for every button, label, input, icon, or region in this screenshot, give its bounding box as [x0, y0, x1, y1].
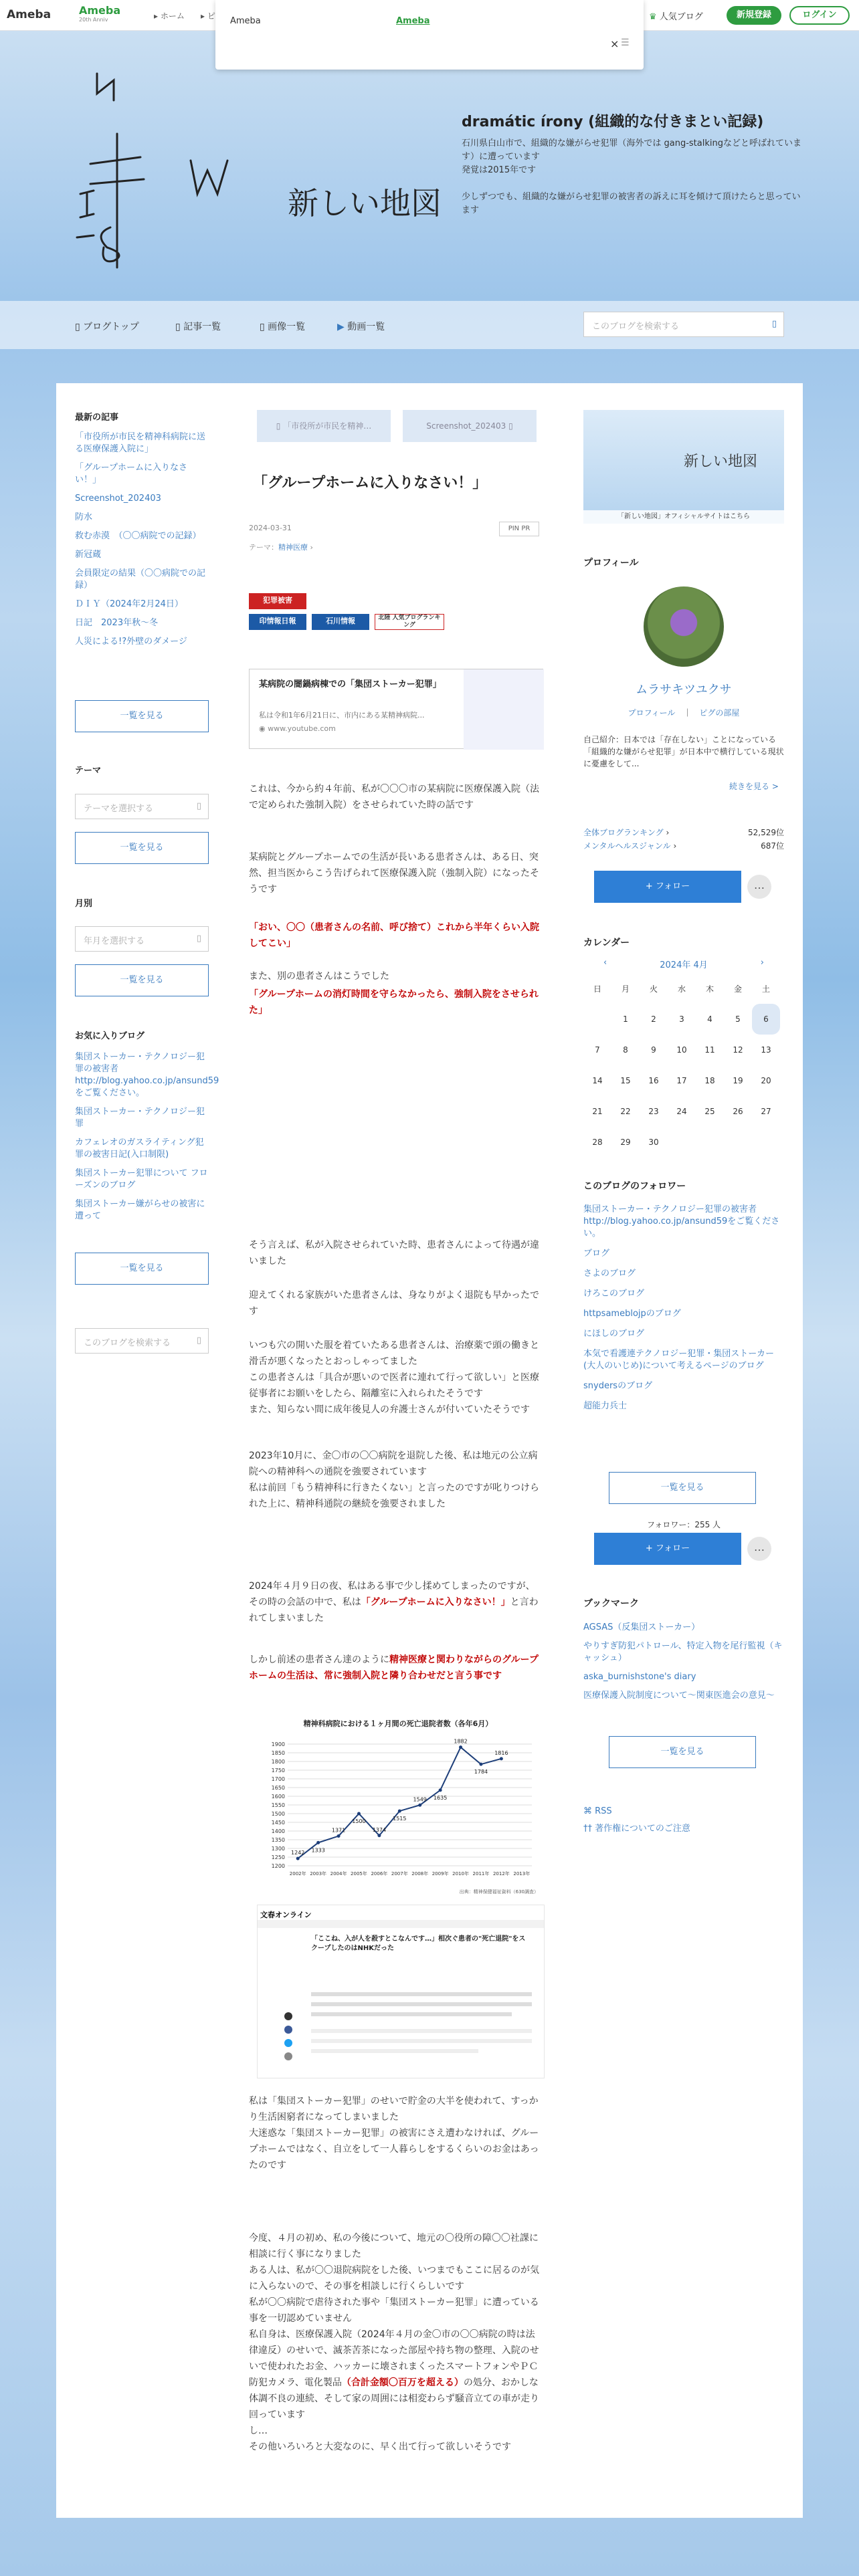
para-3: 「おい、〇〇（患者さんの名前、呼び捨て）これから半年くらい入院してこい」: [249, 922, 539, 949]
blog-title[interactable]: dramátic írony (組織的な付きまとい記録): [462, 114, 764, 130]
weekday-label: 月: [621, 984, 630, 994]
recent-article-link[interactable]: 会員限定の結果（〇〇病院での記録）: [75, 568, 206, 591]
copy-link-icon[interactable]: [284, 2052, 292, 2060]
calendar-title: カレンダー: [583, 938, 630, 948]
calendar-day[interactable]: 18: [704, 1076, 715, 1085]
ameba-20th-logo[interactable]: Ameba 20th Anniv: [79, 4, 121, 23]
profile-title: プロフィール: [583, 558, 639, 568]
y-tick-label: 1250: [271, 1854, 285, 1860]
y-tick-label: 1500: [271, 1811, 285, 1817]
favorite-blog-link[interactable]: 集団ストーカー・テクノロジー犯罪の被害者 http://blog.yahoo.co.jp/ansund59をご覧ください。: [75, 1052, 219, 1098]
search-icon[interactable]: ▯: [771, 319, 777, 329]
weekday-label: 金: [733, 984, 742, 994]
profile-name[interactable]: ムラサキツユクサ: [636, 683, 732, 697]
rankings: 全体ブログランキング › 52,529位 メンタルヘルスジャンル › 687位: [583, 826, 784, 855]
data-label: 1816: [494, 1749, 508, 1756]
calendar-day[interactable]: 5: [735, 1014, 741, 1024]
data-point: [439, 1788, 442, 1792]
para-5: 「グループホームの消灯時間を守らなかったら、強制入院をさせられた」: [249, 989, 539, 1016]
ranking-overall-value: 52,529位: [748, 828, 784, 837]
data-label: 1549: [413, 1796, 427, 1803]
calendar-day[interactable]: 22: [620, 1107, 631, 1116]
avatar[interactable]: [644, 586, 724, 667]
calendar-day[interactable]: 3: [679, 1014, 684, 1024]
follower-link[interactable]: さよのブログ: [583, 1269, 636, 1279]
nav-article-list[interactable]: ▯ 記事一覧: [175, 322, 221, 332]
youtube-description: 私は令和1年6月21日に、市内にある某精神病院...: [259, 711, 425, 720]
calendar-day[interactable]: 19: [733, 1076, 743, 1085]
recent-article-link[interactable]: 「市役所が市民を精神科病院に送る医療保護入院に」: [75, 432, 206, 454]
follower-link[interactable]: 本気で看護連テクノロジー犯罪・集団ストーカー(大人のいじめ)について考えるページのブログ: [583, 1349, 774, 1371]
followers-list-button[interactable]: 一覧を見る: [609, 1472, 756, 1504]
follow-button-2[interactable]: + フォロー: [594, 1533, 741, 1565]
data-label: 1500: [352, 1818, 366, 1824]
header-search-input[interactable]: このブログを検索する ▯: [583, 312, 784, 337]
y-tick-label: 1700: [271, 1776, 285, 1782]
data-point: [296, 1857, 300, 1860]
data-label: 1371: [331, 1827, 346, 1834]
para-8: いつも穴の開いた服を着ていたある患者さんは、治療薬で頭の働きと滑舌が悪くなったとおっしゃってました この患者さんは「具合が悪いので医者に連れて行って欲しい」と医療従事者にお願いをしたら、隔離室に入れられたそうです また、知らない間に成年後見人の弁護士さんが付いていたそうです: [249, 1340, 539, 1415]
data-point: [500, 1757, 503, 1760]
pin-pr-label: PIN PR: [499, 522, 539, 536]
data-point: [377, 1834, 381, 1837]
ad-popup: [215, 0, 644, 70]
y-tick-label: 1800: [271, 1759, 285, 1765]
y-tick-label: 1650: [271, 1785, 285, 1791]
calendar-day: [752, 1127, 780, 1158]
nav-image-list[interactable]: ▯ 画像一覧: [260, 322, 306, 332]
calendar-day: [583, 1004, 611, 1035]
weekday-label: 日: [593, 984, 601, 994]
calendar-day[interactable]: 26: [733, 1107, 743, 1116]
calendar-day[interactable]: 6: [752, 1004, 780, 1035]
data-label: 1333: [311, 1847, 325, 1854]
signup-button[interactable]: 新規登録: [727, 6, 781, 25]
para-1: これは、今から約４年前、私が〇〇〇市の某病院に医療保護入院（法で定められた強制入院）をさせられていた時の話です: [249, 784, 539, 811]
rss-icon: ⌘: [583, 1806, 592, 1816]
para-6: そう言えば、私が入院させられていた時、患者さんによって待遇が違いました: [249, 1240, 539, 1267]
youtube-embed-card[interactable]: [249, 669, 543, 749]
data-label: 1635: [433, 1794, 448, 1801]
calendar-day[interactable]: 15: [620, 1076, 631, 1085]
ameba-logo[interactable]: Ameba: [7, 8, 52, 21]
chevron-down-icon: ▯: [196, 801, 201, 811]
header-handwritten-logo: [67, 60, 442, 274]
article-theme: テーマ：精神医療 ›: [249, 543, 313, 552]
para-12: 私は「集団ストーカー犯罪」のせいで貯金の大半を使われて、すっかり生活困窮者になってしまいました 大迷惑な「集団ストーカー犯罪」の被害にさえ遭わなければ、グループホームではなく、自立をして一人暮らしをするくらいのお金はあったのです: [249, 2096, 539, 2171]
news-article-image[interactable]: [257, 1905, 545, 2078]
image-icon: ▯: [260, 322, 265, 332]
y-tick-label: 1550: [271, 1802, 285, 1808]
bookmark-link[interactable]: AGSAS（反集団ストーカー）: [583, 1622, 700, 1632]
recent-article-link[interactable]: 救む赤漠 （〇〇病院での記録）: [75, 531, 201, 541]
share-icons: [284, 2012, 294, 2072]
calendar-day[interactable]: 16: [648, 1076, 659, 1085]
y-tick-label: 1400: [271, 1828, 285, 1834]
calendar-day[interactable]: 23: [648, 1107, 659, 1116]
calendar-day[interactable]: 8: [623, 1045, 628, 1055]
follower-link[interactable]: にほしのブログ: [583, 1329, 645, 1339]
list-icon: ▯: [175, 322, 181, 332]
theme-select[interactable]: テーマを選択する ▯: [75, 794, 209, 819]
calendar-day[interactable]: 13: [761, 1045, 771, 1055]
para-13: 今度、４月の初め、私の今後について、地元の〇役所の障〇〇社課に相談に行く事になりました ある人は、私が〇〇退院病院をした後、いつまでもここに居るのが気に入らないので、その事を相談しに行くらしいです 私が〇〇病院で虐待された事や「集団ストーカー犯罪」に遭っている事を一切認めていません 私自身は、医療保護入院（2024年４月の金〇市の〇〇病院の時は法律違反）のせいで、滅茶苦茶になった部屋や持ち物の整理、入院のせいで使われたお金、ハッカーに壊されまくったスマートフォンやＰＣ防犯カメラ、電化製品（合計金額〇百万を超える）の処分、おかしな体調不良の連続、そして家の周囲には相変わらず騒音立ての車が走り回っています し… その他いろいろと大変なのに、早く出て行って欲しいそうです: [249, 2233, 539, 2452]
calendar-day[interactable]: 7: [595, 1045, 600, 1055]
calendar-day[interactable]: 14: [592, 1076, 603, 1085]
pigg-room-link[interactable]: ピグの部屋: [699, 708, 740, 718]
favorites-list: [75, 1051, 219, 1229]
calendar-day[interactable]: 1: [623, 1014, 628, 1024]
data-point: [398, 1810, 401, 1813]
calendar-day: [696, 1127, 724, 1158]
followers-list: [583, 1204, 784, 1420]
data-point: [316, 1841, 320, 1844]
chevron-left-icon[interactable]: ‹: [603, 958, 607, 968]
weekday-label: 土: [761, 984, 770, 994]
data-label: 1882: [454, 1738, 468, 1745]
y-tick-label: 1200: [271, 1863, 285, 1869]
calendar-day[interactable]: 2: [651, 1014, 656, 1024]
recent-list-button[interactable]: 一覧を見る: [75, 700, 209, 732]
calendar-day[interactable]: 12: [733, 1045, 743, 1055]
ranking-genre-value: 687位: [761, 841, 784, 851]
x-tick-label: 2005年: [351, 1871, 367, 1876]
calendar-day[interactable]: 9: [651, 1045, 656, 1055]
bookmark-link[interactable]: やりすぎ防犯パトロール、特定入物を尾行監視（キャッシュ）: [583, 1641, 783, 1663]
chevron-right-icon: ▯: [508, 421, 513, 431]
more-icon[interactable]: …: [747, 875, 771, 899]
theme-title: テーマ: [75, 766, 102, 776]
x-tick-label: 2013年: [513, 1871, 531, 1876]
y-tick-label: 1450: [271, 1820, 285, 1826]
calendar-day[interactable]: 11: [704, 1045, 715, 1055]
next-article-link[interactable]: Screenshot_202403 ▯: [403, 410, 537, 442]
death-discharge-chart: [254, 1715, 542, 1896]
readmore-link[interactable]: 続きを見る >: [729, 782, 779, 791]
chart-title: 精神科病院における１ヶ月間の死亡退院者数（各年6月）: [303, 1719, 493, 1728]
bookmark-link[interactable]: 医療保護入院制度について〜関東医進会の意見〜: [583, 1691, 775, 1701]
month-title: 月別: [75, 899, 93, 909]
favorite-blog-link[interactable]: カフェレオのガスライティング犯罪の被害日記(入口制限): [75, 1138, 204, 1160]
favorite-blog-link[interactable]: 集団ストーカー犯罪について フローズンのブログ: [75, 1168, 208, 1190]
follower-link[interactable]: httpsameblojpのブログ: [583, 1309, 681, 1319]
news-nav-bar: [258, 1920, 544, 1928]
y-tick-label: 1350: [271, 1837, 285, 1843]
article-title[interactable]: 「グループホームに入りなさい！」: [253, 475, 488, 492]
chevron-down-icon: ▯: [196, 934, 201, 944]
popup-link[interactable]: Ameba: [396, 16, 430, 26]
theme-link[interactable]: 精神医療: [278, 543, 308, 552]
nav-link-2[interactable]: ▸ ピ: [201, 11, 215, 21]
follower-link[interactable]: 超能力兵士: [583, 1401, 628, 1411]
search-icon[interactable]: ▯: [196, 1335, 201, 1346]
x-tick-label: 2012年: [492, 1871, 510, 1876]
favorites-list-button[interactable]: 一覧を見る: [75, 1253, 209, 1285]
favorite-blog-link[interactable]: 集団ストーカー・テクノロジー犯罪: [75, 1107, 205, 1129]
para-9: 2023年10月に、金〇市の〇〇病院を退院した後、私は地元の公立病院への精神科への通院を強要されています 私は前回「もう精神科に行きたくない」と言ったのですが叱りつけられた上に、精神科通院の継続を強要されました: [249, 1451, 539, 1509]
calendar-day[interactable]: 28: [592, 1138, 603, 1147]
blog-description: 石川県白山市で、組織的な嫌がらせ犯罪（海外では gang-stalkingなどと呼ばれています）に遭っています 発覚は2015年です 少しずつでも、組織的な嫌がらせ犯罪の被害者の訴えに耳を傾けて頂けたらと思っています: [462, 138, 801, 215]
x-tick-label: 2003年: [310, 1871, 327, 1876]
menu-icon[interactable]: ☰: [621, 37, 630, 48]
chevron-left-icon: ▯: [276, 421, 281, 431]
news-title: 「ここね、入が人を殺すとこなんです…」相次ぐ患者の"死亡退院"をスクープしたのはNHKだった: [311, 1935, 526, 1952]
ranking-overall-link[interactable]: 全体ブログランキング: [583, 828, 664, 837]
crown-icon: ♛: [649, 12, 657, 22]
para-2: 某病院とグループホームでの生活が長いある患者さんは、ある日、突然、担当医からこう告げられて医療保護入院（強制入院）になったそうです: [249, 852, 539, 895]
sidebar-search-input[interactable]: このブログを検索する ▯: [75, 1328, 209, 1354]
home-link[interactable]: ▸ ホーム: [154, 11, 185, 21]
follower-link[interactable]: 集団ストーカー・テクノロジー犯罪の被害者 http://blog.yahoo.co.jp/ansund59をご覧ください。: [583, 1204, 780, 1239]
data-label: 1515: [393, 1816, 407, 1822]
video-icon: ▶: [337, 322, 345, 332]
ranking-genre-link[interactable]: メンタルヘルスジャンル: [583, 841, 671, 851]
badge-crime[interactable]: 犯罪被害: [249, 593, 306, 609]
globe-icon: ◉: [259, 724, 266, 733]
official-site-banner[interactable]: [583, 410, 784, 524]
calendar-day[interactable]: 24: [676, 1107, 687, 1116]
calendar-table: [583, 973, 780, 1158]
more-icon-2[interactable]: …: [747, 1537, 771, 1561]
rss-link[interactable]: ⌘ RSS: [583, 1806, 612, 1816]
popup-title: Ameba: [230, 16, 261, 26]
para-10: 2024年４月９日の夜、私はある事で少し揉めてしまったのですが、その時の会話の中で、私は「グループホームに入りなさい！」と言われてしまいました: [249, 1581, 539, 1624]
follower-count: フォロワー：255 人: [646, 1520, 721, 1529]
y-tick-label: 1900: [271, 1741, 285, 1747]
calendar-day[interactable]: 29: [620, 1138, 631, 1147]
recent-article-link[interactable]: 人災による!?外壁のダメージ: [75, 637, 187, 647]
login-button[interactable]: ログイン: [789, 6, 850, 25]
data-point: [418, 1804, 421, 1807]
weekday-label: 火: [649, 984, 658, 994]
recent-article-link[interactable]: 「グループホームに入りなさい！」: [75, 463, 187, 485]
header-image-text: 新しい地図: [288, 185, 442, 221]
calendar-month: ‹ 2024年 4月 ›: [583, 958, 784, 970]
x-tick-label: 2007年: [391, 1871, 408, 1876]
copyright-link[interactable]: †† 著作権についてのご注意: [583, 1824, 690, 1834]
profile-link[interactable]: プロフィール: [628, 708, 676, 718]
para-11: しかし前述の患者さん達のように精神医療と関わりながらのグループホームの生活は、常に強制入院と隣り合わせだと言う事です: [249, 1654, 539, 1681]
recent-list: [75, 431, 209, 655]
profile-links: プロフィール ｜ ピグの部屋: [628, 708, 740, 718]
follower-link[interactable]: snydersのブログ: [583, 1381, 653, 1391]
close-icon[interactable]: ×: [610, 37, 619, 50]
calendar-day[interactable]: 21: [592, 1107, 603, 1116]
calendar-day: [668, 1127, 696, 1158]
y-tick-label: 1850: [271, 1750, 285, 1756]
recent-article-link[interactable]: 新冠蔵: [75, 550, 102, 560]
x-share-icon[interactable]: [284, 2012, 292, 2020]
follower-link[interactable]: けろこのブログ: [583, 1289, 645, 1299]
x-tick-label: 2006年: [371, 1871, 388, 1876]
nav-blog-top[interactable]: ▯ ブログトップ: [75, 322, 139, 332]
data-point: [357, 1812, 361, 1816]
calendar-day[interactable]: 10: [676, 1045, 687, 1055]
x-tick-label: 2008年: [411, 1871, 429, 1876]
x-tick-label: 2010年: [452, 1871, 469, 1876]
weekday-label: 木: [705, 984, 714, 994]
bookmark-list-button[interactable]: 一覧を見る: [609, 1736, 756, 1768]
x-tick-label: 2011年: [472, 1871, 490, 1876]
profile-intro: 自己紹介：日本では「存在しない」ことになっている「組織的な嫌がらせ犯罪」が日本中で横行している現状に憂慮をして...: [583, 735, 784, 768]
theme-list-button[interactable]: 一覧を見る: [75, 832, 209, 864]
calendar-day[interactable]: 17: [676, 1076, 687, 1085]
follower-link[interactable]: ブログ: [583, 1249, 610, 1259]
banner-text: 新しい地図: [684, 453, 758, 470]
data-point: [459, 1745, 462, 1749]
calendar-day[interactable]: 4: [707, 1014, 712, 1024]
banner-caption: 「新しい地図」オフィシャルサイトはこちら: [583, 510, 784, 524]
data-point: [479, 1763, 482, 1766]
recent-article-link[interactable]: 防水: [75, 512, 93, 522]
data-label: 1242: [291, 1850, 305, 1856]
badge-ishikawa[interactable]: 石川情報: [312, 614, 369, 630]
badge-hokuriku-ranking[interactable]: 北陸 人気ブログランキング: [375, 614, 444, 630]
article-date: 2024-03-31: [249, 524, 292, 532]
youtube-thumbnail[interactable]: [464, 669, 544, 750]
month-select[interactable]: 年月を選択する ▯: [75, 926, 209, 952]
bookmark-list: [583, 1622, 784, 1709]
recent-title: 最新の記事: [75, 413, 119, 423]
y-tick-label: 1750: [271, 1767, 285, 1774]
favorite-blog-link[interactable]: 集団ストーカー嫌がらせの被害に遭って: [75, 1199, 205, 1221]
para-4: また、別の患者さんはこうでした: [249, 971, 389, 982]
recent-article-link[interactable]: Screenshot_202403: [75, 494, 161, 504]
x-tick-label: 2004年: [330, 1871, 347, 1876]
bookmark-link[interactable]: aska_burnishstone's diary: [583, 1672, 696, 1682]
nav-video-list[interactable]: ▶ 動画一覧: [337, 322, 385, 332]
recent-article-link[interactable]: 日記 2023年秋〜冬: [75, 618, 159, 628]
youtube-url: ◉ www.youtube.com: [259, 724, 336, 733]
y-tick-label: 1600: [271, 1794, 285, 1800]
x-tick-label: 2002年: [289, 1871, 306, 1876]
prev-article-link[interactable]: ▯ 「市役所が市民を精神…: [257, 410, 391, 442]
month-list-button[interactable]: 一覧を見る: [75, 964, 209, 996]
badge-daily[interactable]: 印情報日報: [249, 614, 306, 630]
x-tick-label: 2009年: [432, 1871, 449, 1876]
document-icon: ▯: [75, 322, 80, 332]
weekday-label: 水: [677, 984, 686, 994]
calendar-day[interactable]: 30: [648, 1138, 659, 1147]
data-label: 1784: [474, 1769, 488, 1776]
data-label: 1374: [372, 1826, 387, 1833]
bookmark-title: ブックマーク: [583, 1598, 640, 1609]
youtube-title[interactable]: 某病院の闇鍋病棟での「集団ストーカー犯罪」: [259, 679, 442, 689]
popular-blogs-link[interactable]: ♛ 人気ブログ: [649, 12, 703, 22]
news-site-name: 文春オンライン: [260, 1911, 312, 1919]
chart-source: 出典：精神保健福祉資料（630調査）: [459, 1889, 539, 1895]
calendar-day: [724, 1127, 752, 1158]
para-7: 迎えてくれる家族がいた患者さんは、身なりがよく退院も早かったです: [249, 1290, 539, 1317]
y-tick-label: 1300: [271, 1846, 285, 1852]
followers-title: このブログのフォロワー: [583, 1181, 686, 1192]
copyright-icon: ††: [583, 1824, 592, 1834]
favorites-title: お気に入りブログ: [75, 1031, 145, 1041]
hatena-share-icon[interactable]: [284, 2039, 292, 2047]
data-point: [337, 1834, 341, 1838]
calendar-day[interactable]: 20: [761, 1076, 771, 1085]
facebook-share-icon[interactable]: [284, 2026, 292, 2034]
follow-button[interactable]: + フォロー: [594, 871, 741, 903]
recent-article-link[interactable]: ＤＩＹ（2024年2月24日）: [75, 599, 183, 609]
calendar-day[interactable]: 27: [761, 1107, 771, 1116]
chevron-right-icon[interactable]: ›: [760, 958, 764, 968]
calendar-day[interactable]: 25: [704, 1107, 715, 1116]
